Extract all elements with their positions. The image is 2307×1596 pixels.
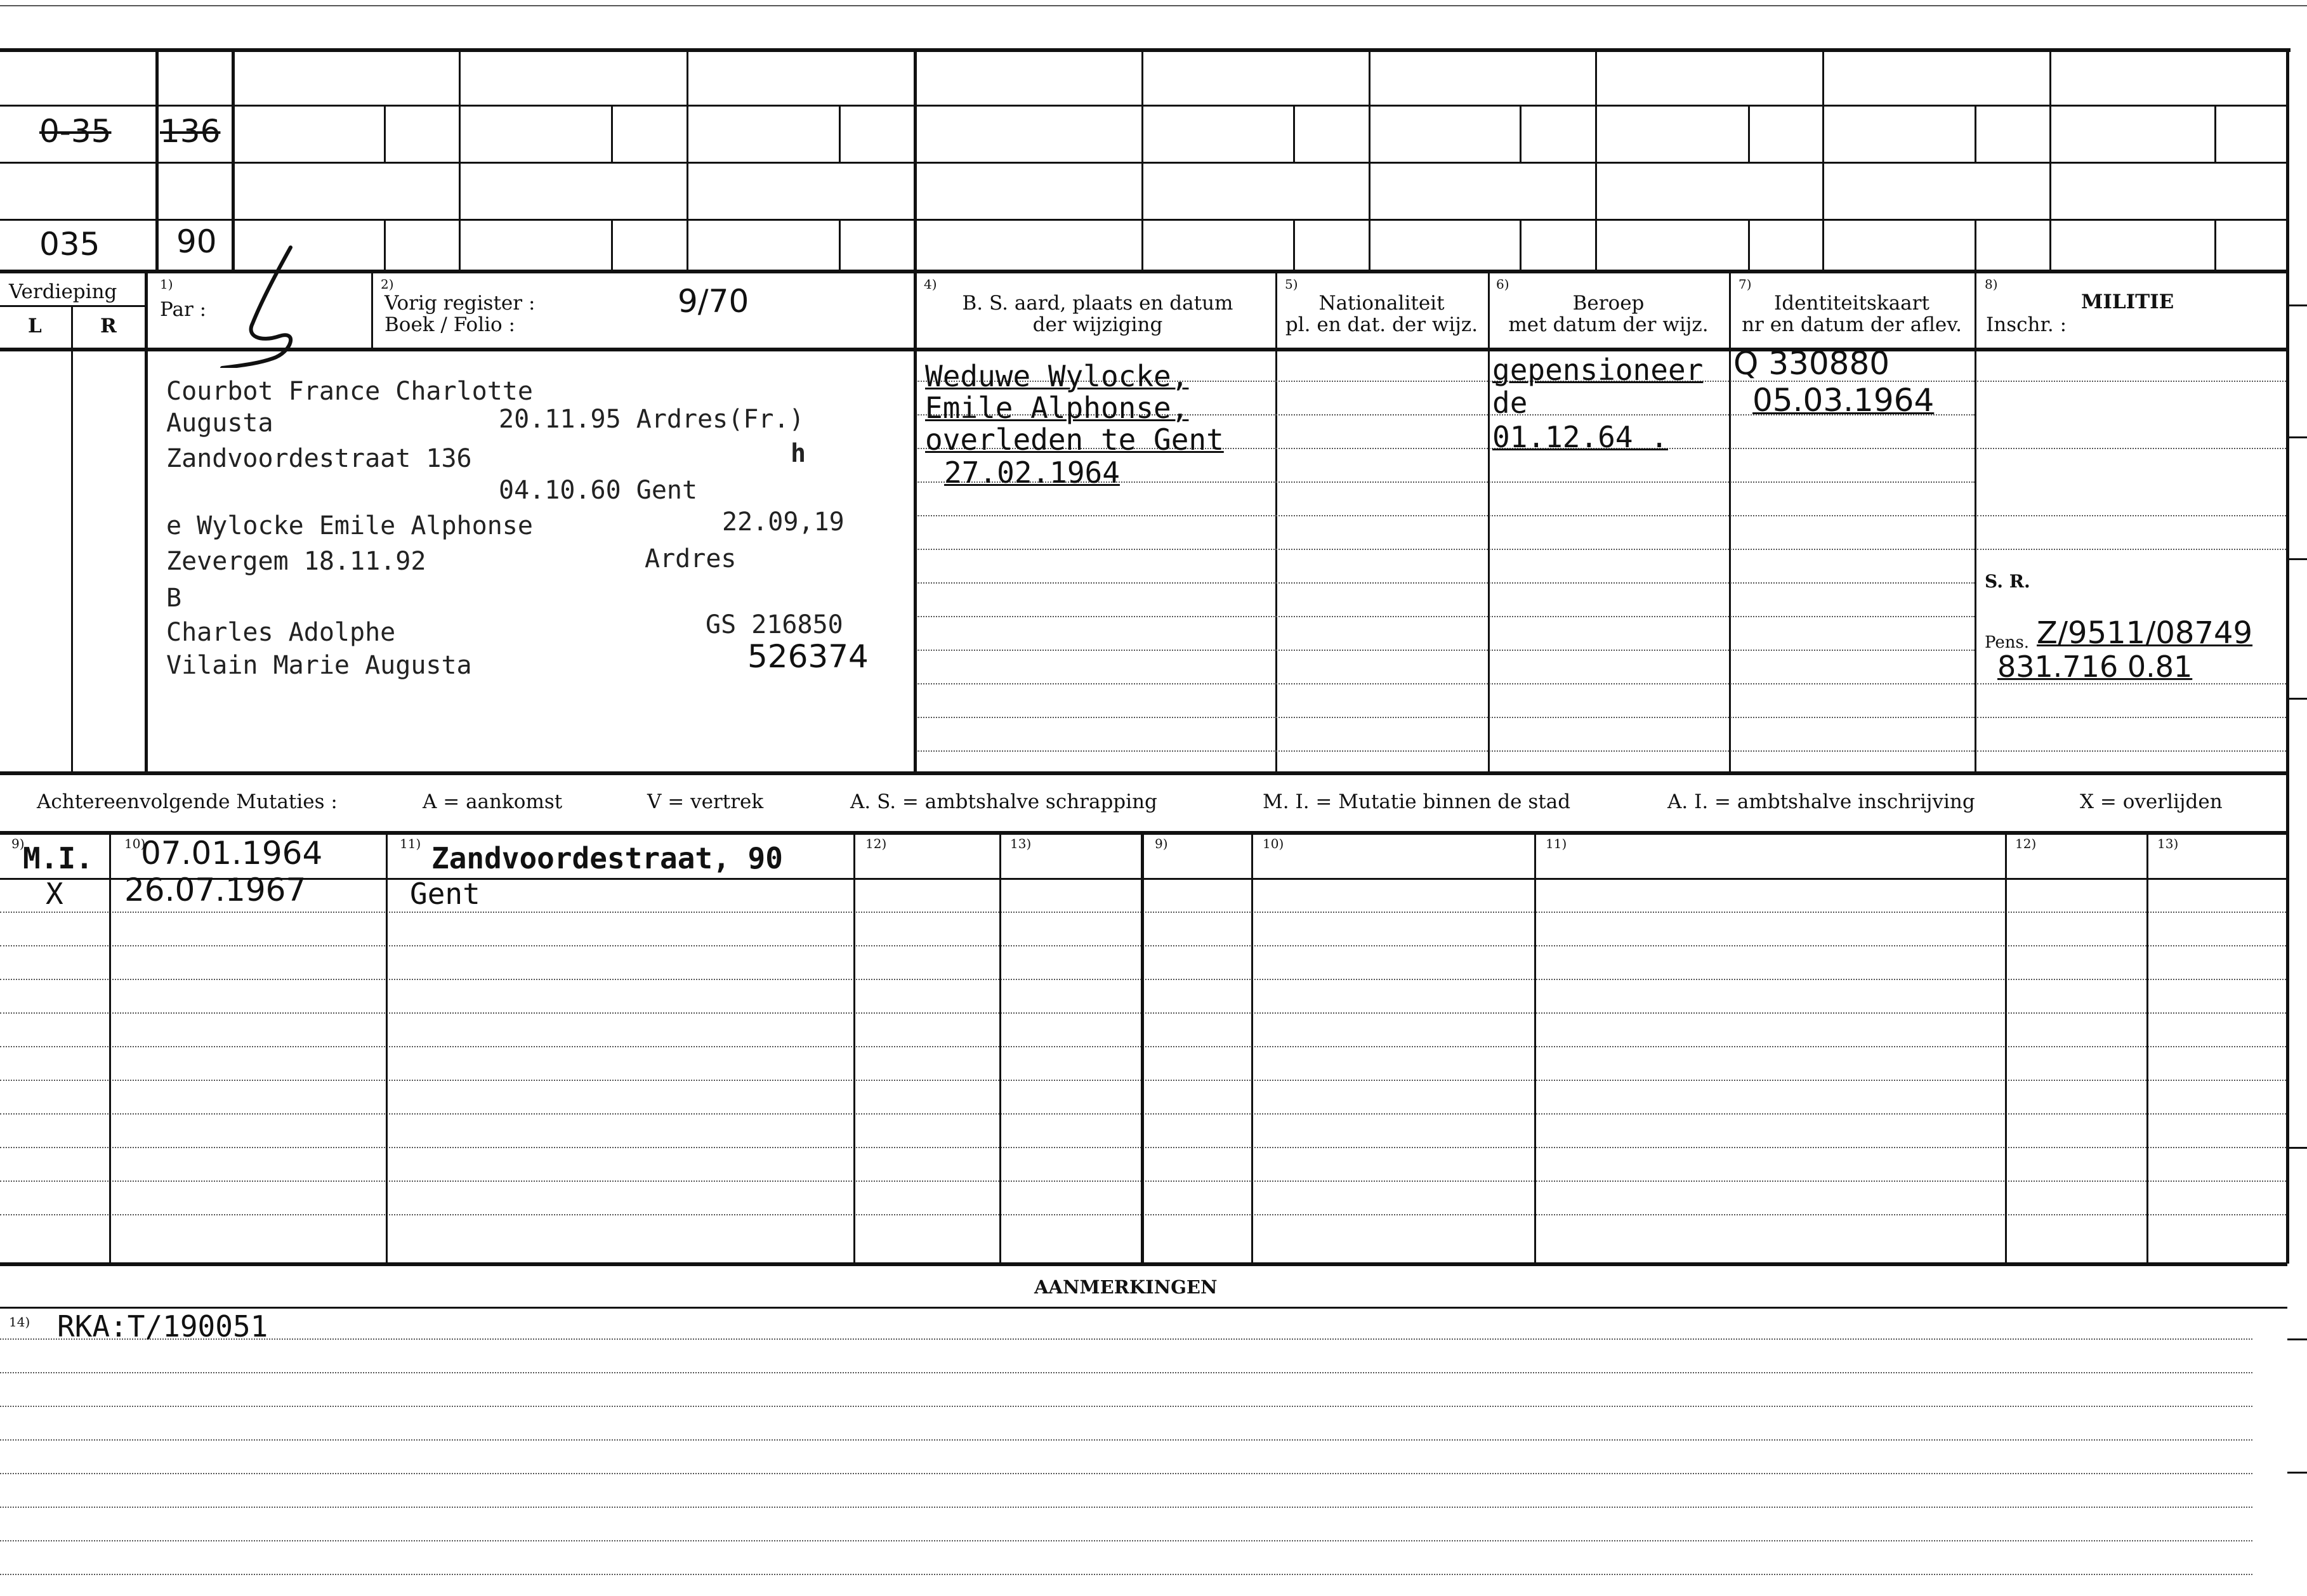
mut-col-9-right: 9) xyxy=(1155,836,1168,851)
sr-label: S. R. xyxy=(1985,571,2030,592)
beroep-header-line2: met datum der wijz. xyxy=(1508,313,1709,336)
par-label: Par : xyxy=(160,298,207,321)
militie-header: MILITIE xyxy=(2081,291,2174,313)
civil-change-line1: Weduwe Wylocke, xyxy=(925,359,1189,393)
spouse-death-date: 22.09,19 xyxy=(722,507,845,537)
nationaliteit-header-line1: Nationaliteit xyxy=(1318,292,1445,315)
address-line: Zandvoordestraat 136 xyxy=(166,444,472,473)
old-number: 136 xyxy=(160,113,221,150)
field-14-number: 14) xyxy=(9,1314,30,1330)
gs-number: GS 216850 xyxy=(706,610,843,639)
field-8-number: 8) xyxy=(1985,277,1998,292)
identiteit-header-line1: Identiteitskaart xyxy=(1774,292,1929,315)
identiteit-header-line2: nr en datum der aflev. xyxy=(1742,313,1962,336)
id-card-number: Q 330880 xyxy=(1733,345,1890,382)
beroep-header-line1: Beroep xyxy=(1572,292,1645,315)
field-5-number: 5) xyxy=(1285,277,1298,292)
spouse-birth-line: Zevergem 18.11.92 xyxy=(166,547,426,576)
legend-ambtshalve-schrapping: A. S. = ambtshalve schrapping xyxy=(850,790,1157,813)
mut-col-10-right: 10) xyxy=(1263,836,1284,851)
mutation-2-address: Gent xyxy=(410,877,480,911)
old-code: 0-35 xyxy=(39,113,112,150)
legend-mutatie-binnen-stad: M. I. = Mutatie binnen de stad xyxy=(1263,790,1571,813)
birth-date-place: 20.11.95 Ardres(Fr.) xyxy=(499,405,805,434)
reference-number: 526374 xyxy=(747,638,869,675)
nationaliteit-header-line2: pl. en dat. der wijz. xyxy=(1285,313,1478,336)
vorig-register-label: Vorig register : xyxy=(384,292,536,315)
current-number: 90 xyxy=(176,223,217,260)
mut-col-13-left: 13) xyxy=(1010,836,1032,851)
mut-col-11-right: 11) xyxy=(1546,836,1567,851)
spouse-death-place: Ardres xyxy=(645,544,737,573)
field-4-number: 4) xyxy=(924,277,937,292)
mut-col-12-left: 12) xyxy=(865,836,887,851)
legend-ambtshalve-inschrijving: A. I. = ambtshalve inschrijving xyxy=(1667,790,1975,813)
verdieping-label: Verdieping xyxy=(9,280,117,303)
father-name: Charles Adolphe xyxy=(166,618,396,647)
remarks-text: RKA:T/190051 xyxy=(57,1309,268,1344)
legend-overlijden: X = overlijden xyxy=(2080,790,2223,813)
legend-vertrek: V = vertrek xyxy=(647,790,764,813)
mutation-1-code: M.I. xyxy=(23,841,93,875)
parents-marker: B xyxy=(166,584,182,613)
inschr-label: Inschr. : xyxy=(1986,313,2067,336)
field-1-number: 1) xyxy=(160,277,173,292)
mutaties-title: Achtereenvolgende Mutaties : xyxy=(37,790,338,813)
aanmerkingen-title: AANMERKINGEN xyxy=(1034,1276,1218,1298)
field-7-number: 7) xyxy=(1738,277,1752,292)
floor-l-label: L xyxy=(28,315,42,337)
mutation-2-code: X xyxy=(46,877,63,911)
mother-name: Vilain Marie Augusta xyxy=(166,651,472,680)
vorig-register-value: 9/70 xyxy=(678,283,749,320)
mutation-1-date: 07.01.1964 xyxy=(141,835,323,872)
spouse-line: e Wylocke Emile Alphonse xyxy=(166,511,533,540)
field-2-number: 2) xyxy=(381,277,394,292)
mut-col-10-left: 10) xyxy=(124,836,146,851)
id-card-date: 05.03.1964 xyxy=(1752,382,1935,419)
civil-change-line2: Emile Alphonse, xyxy=(925,391,1189,425)
par-signature xyxy=(216,241,317,368)
pension-line2: 831.716 0.81 xyxy=(1997,650,2193,684)
civil-change-line4: 27.02.1964 xyxy=(944,455,1120,490)
occupation-line1: gepensioneer xyxy=(1492,353,1704,387)
pension-number: Z/9511/08749 xyxy=(2037,615,2253,651)
current-code: 035 xyxy=(39,226,100,263)
bs-header-line2: der wijziging xyxy=(1032,313,1163,336)
mut-col-12-right: 12) xyxy=(2015,836,2037,851)
civil-change-line3: overleden te Gent xyxy=(925,422,1224,457)
field-6-number: 6) xyxy=(1496,277,1509,292)
person-name-line2: Augusta xyxy=(166,409,273,438)
mut-col-13-right: 13) xyxy=(2157,836,2179,851)
arrival-date-place: 04.10.60 Gent xyxy=(499,476,698,505)
pens-label: Pens. xyxy=(1985,633,2030,652)
mutation-2-date: 26.07.1967 xyxy=(124,872,306,908)
address-mark: h xyxy=(791,439,806,468)
mutation-1-address: Zandvoordestraat, 90 xyxy=(431,841,783,875)
occupation-line2: de xyxy=(1492,386,1528,420)
bs-header-line1: B. S. aard, plaats en datum xyxy=(962,292,1233,315)
mut-col-9-left: 9) xyxy=(11,836,25,851)
boek-folio-label: Boek / Folio : xyxy=(384,313,515,336)
mut-col-11-left: 11) xyxy=(400,836,421,851)
legend-aankomst: A = aankomst xyxy=(423,790,563,813)
floor-r-label: R xyxy=(100,315,117,337)
person-name-line1: Courbot France Charlotte xyxy=(166,377,533,406)
occupation-line3: 01.12.64 . xyxy=(1492,420,1668,454)
